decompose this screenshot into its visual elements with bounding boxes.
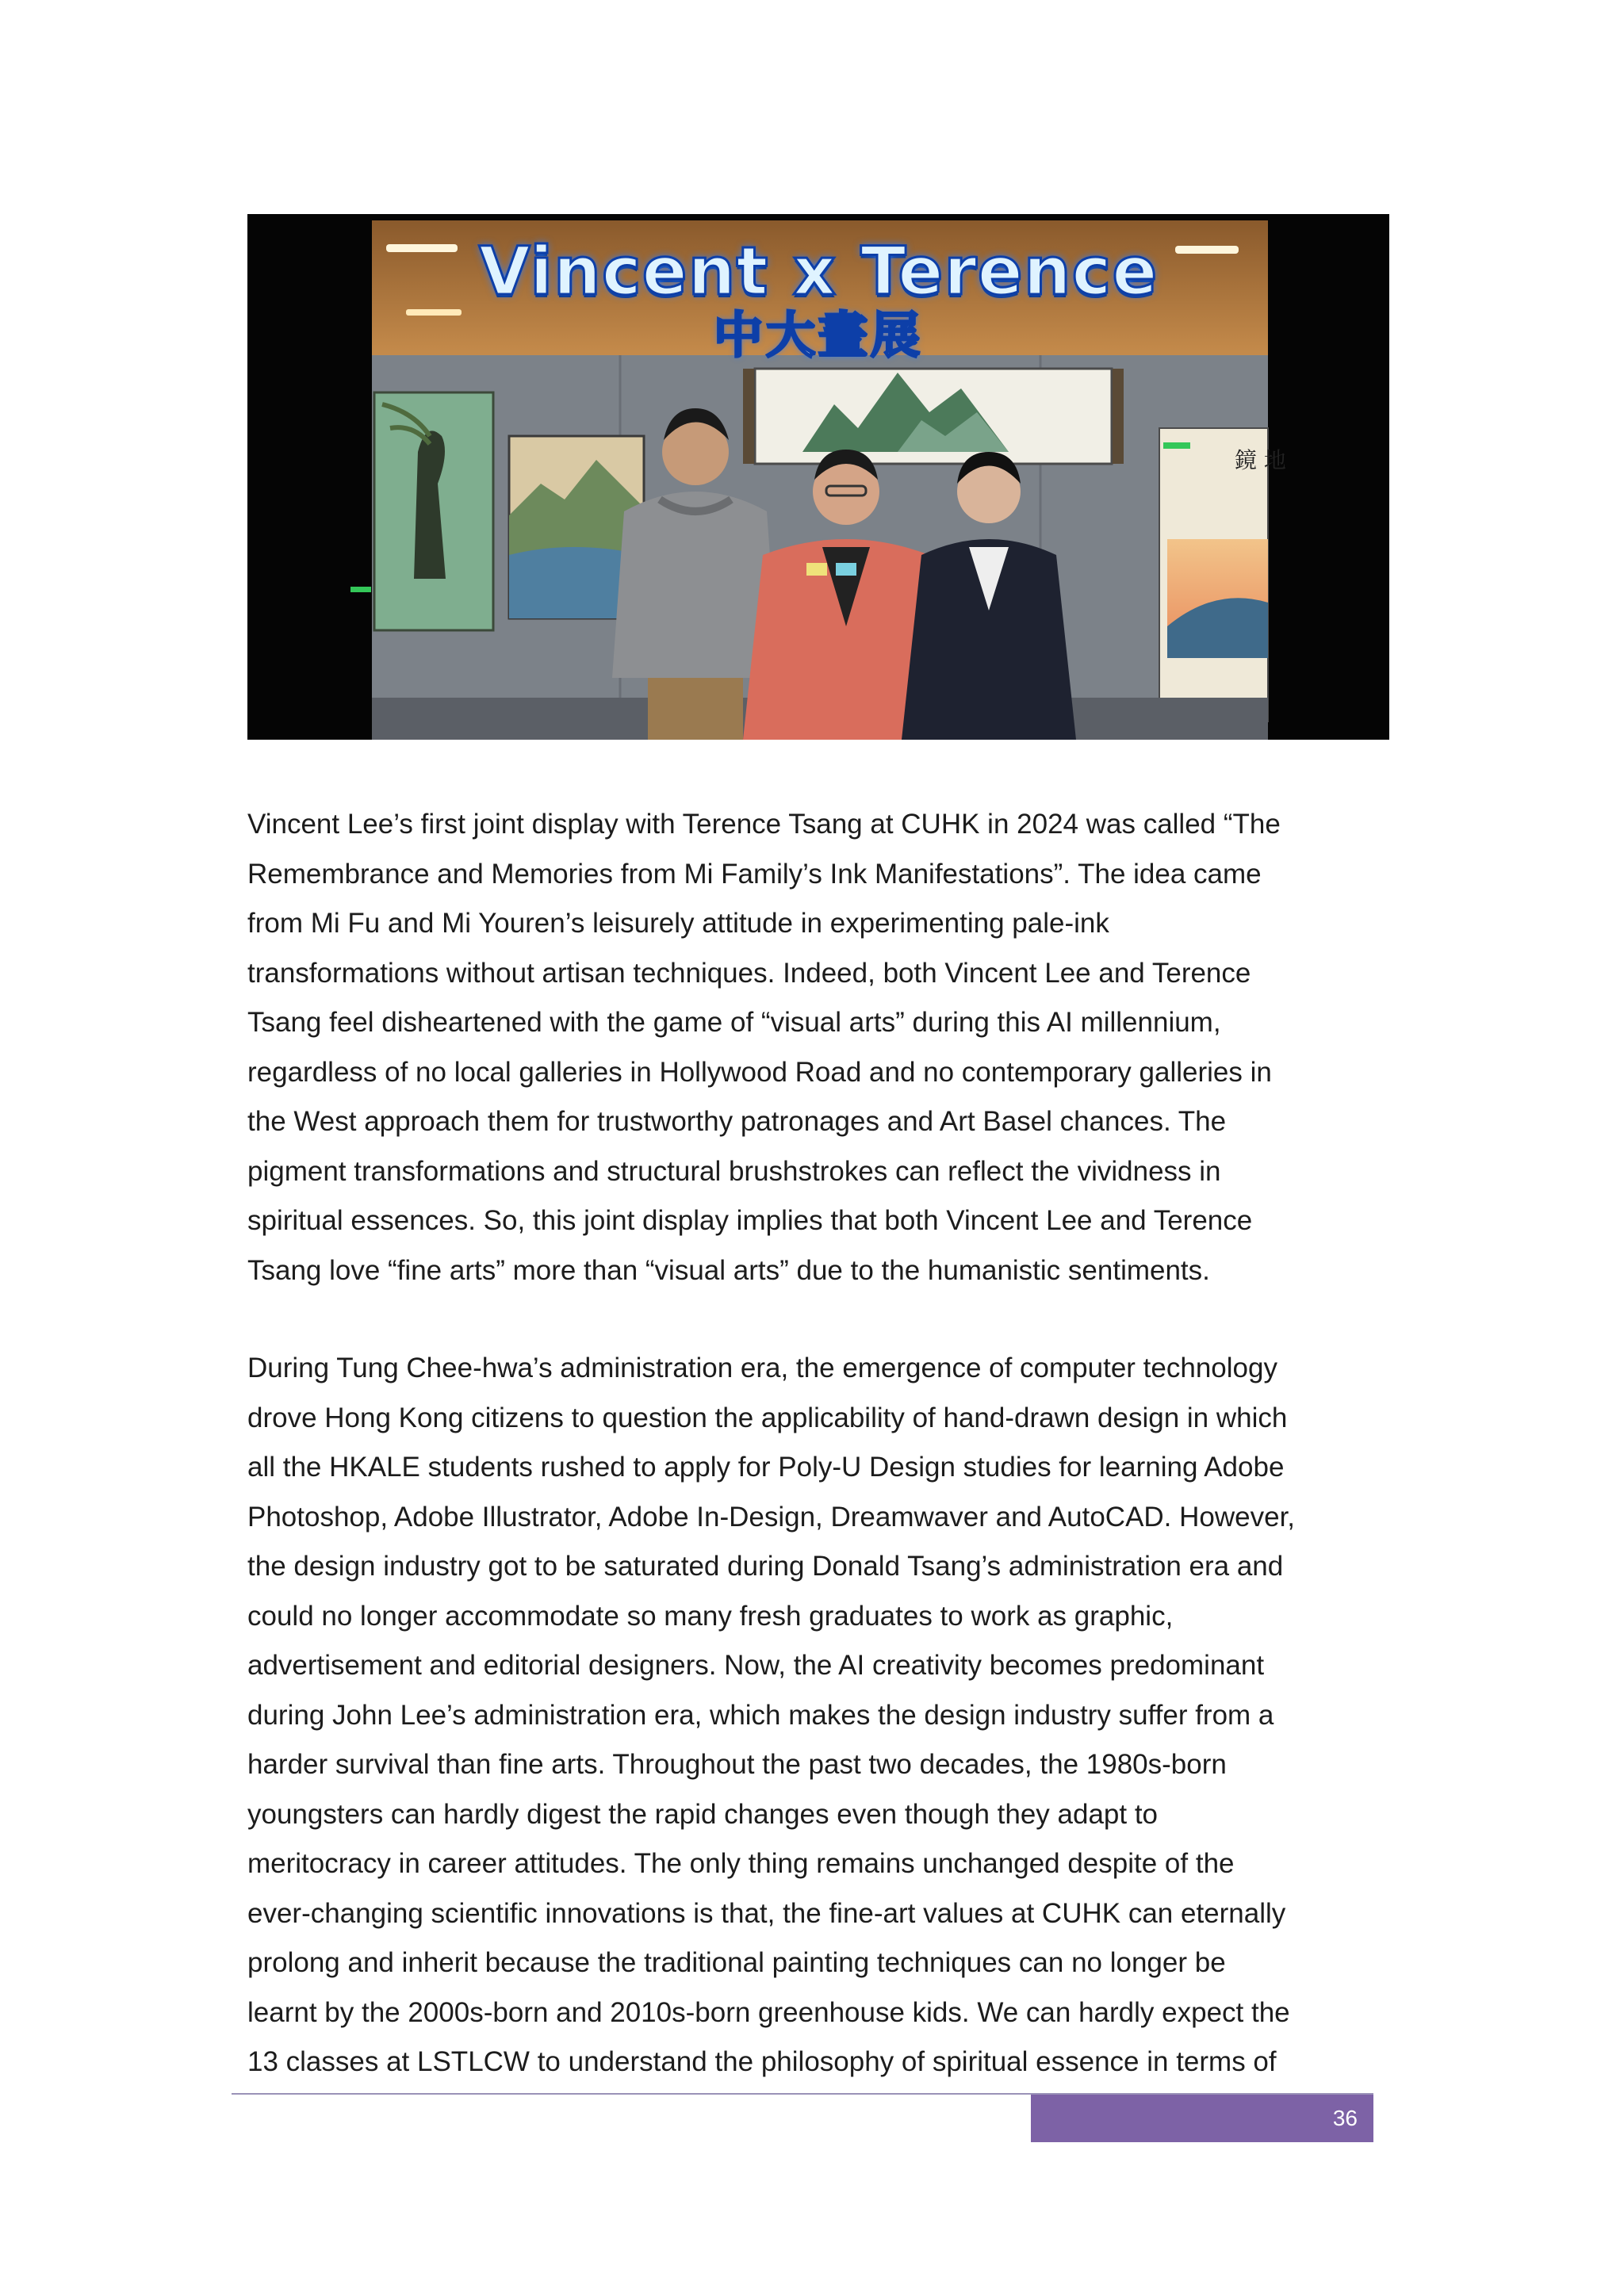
page-number-tab bbox=[1031, 2095, 1373, 2142]
text-line: regardless of no local galleries in Hollywood Road and no contemporary galleries in bbox=[247, 1056, 1272, 1088]
text-line: Tsang feel disheartened with the game of “visual arts” during this AI millennium, bbox=[247, 1007, 1221, 1038]
text-line: the West approach them for trustworthy patronages and Art Basel chances. The bbox=[247, 1106, 1227, 1137]
text-line: learnt by the 2000s-born and 2010s-born greenhouse kids. We can hardly expect the bbox=[247, 1996, 1290, 2028]
text-line: 13 classes at LSTLCW to understand the philosophy of spiritual essence in terms of bbox=[247, 2046, 1277, 2077]
text-line: prolong and inherit because the traditional painting techniques can no longer be bbox=[247, 1947, 1226, 1978]
page-number: 36 bbox=[1332, 2106, 1358, 2130]
text-line: transformations without artisan techniques. Indeed, both Vincent Lee and Terence bbox=[247, 957, 1251, 989]
exhibition-photo bbox=[247, 214, 1389, 740]
text-line: During Tung Chee-hwa’s administration era, the emergence of computer technology bbox=[247, 1353, 1277, 1383]
photo-title: Vincent x Terence bbox=[478, 232, 1159, 310]
text-line: harder survival than fine arts. Throughout the past two decades, the 1980s-born bbox=[247, 1749, 1227, 1780]
text-line: pigment transformations and structural brushstrokes can reflect the vividness in bbox=[247, 1155, 1221, 1187]
text-line: spiritual essences. So, this joint display implies that both Vincent Lee and Terence bbox=[247, 1205, 1253, 1236]
text-line: all the HKALE students rushed to apply for Poly-U Design studies for learning Adobe bbox=[247, 1452, 1285, 1483]
text-line: ever-changing scientific innovations is that, the fine-art values at CUHK can eternally bbox=[247, 1897, 1286, 1929]
text-line: youngsters can hardly digest the rapid changes even though they adapt to bbox=[247, 1798, 1159, 1830]
text-line: Tsang love “fine arts” more than “visual arts” due to the humanistic sentiments. bbox=[247, 1254, 1210, 1286]
paragraph-1 bbox=[247, 800, 1389, 1295]
text-line: Photoshop, Adobe Illustrator, Adobe In-Design, Dreamwaver and AutoCAD. However, bbox=[247, 1501, 1296, 1533]
text-line: could no longer accommodate so many fresh graduates to work as graphic, bbox=[247, 1600, 1174, 1632]
paragraph-2 bbox=[247, 1344, 1389, 2087]
text-line: advertisement and editorial designers. Now, the AI creativity becomes predominant bbox=[247, 1650, 1265, 1681]
svg-text:鏡 地: 鏡 地 bbox=[1235, 447, 1286, 473]
photo-subtitle: 中大畫展 bbox=[713, 306, 923, 364]
text-line: meritocracy in career attitudes. The only thing remains unchanged despite of the bbox=[247, 1848, 1235, 1879]
text-line: during John Lee’s administration era, which makes the design industry suffer from a bbox=[247, 1699, 1274, 1731]
text-line: Vincent Lee’s first joint display with Terence Tsang at CUHK in 2024 was called “The bbox=[247, 809, 1281, 840]
text-line: the design industry got to be saturated during Donald Tsang’s administration era and bbox=[247, 1551, 1284, 1582]
text-line: from Mi Fu and Mi Youren’s leisurely attitude in experimenting pale-ink bbox=[247, 908, 1109, 939]
text-line: Remembrance and Memories from Mi Family’s Ink Manifestations”. The idea came bbox=[247, 858, 1262, 890]
text-line: drove Hong Kong citizens to question the applicability of hand-drawn design in which bbox=[247, 1402, 1288, 1433]
